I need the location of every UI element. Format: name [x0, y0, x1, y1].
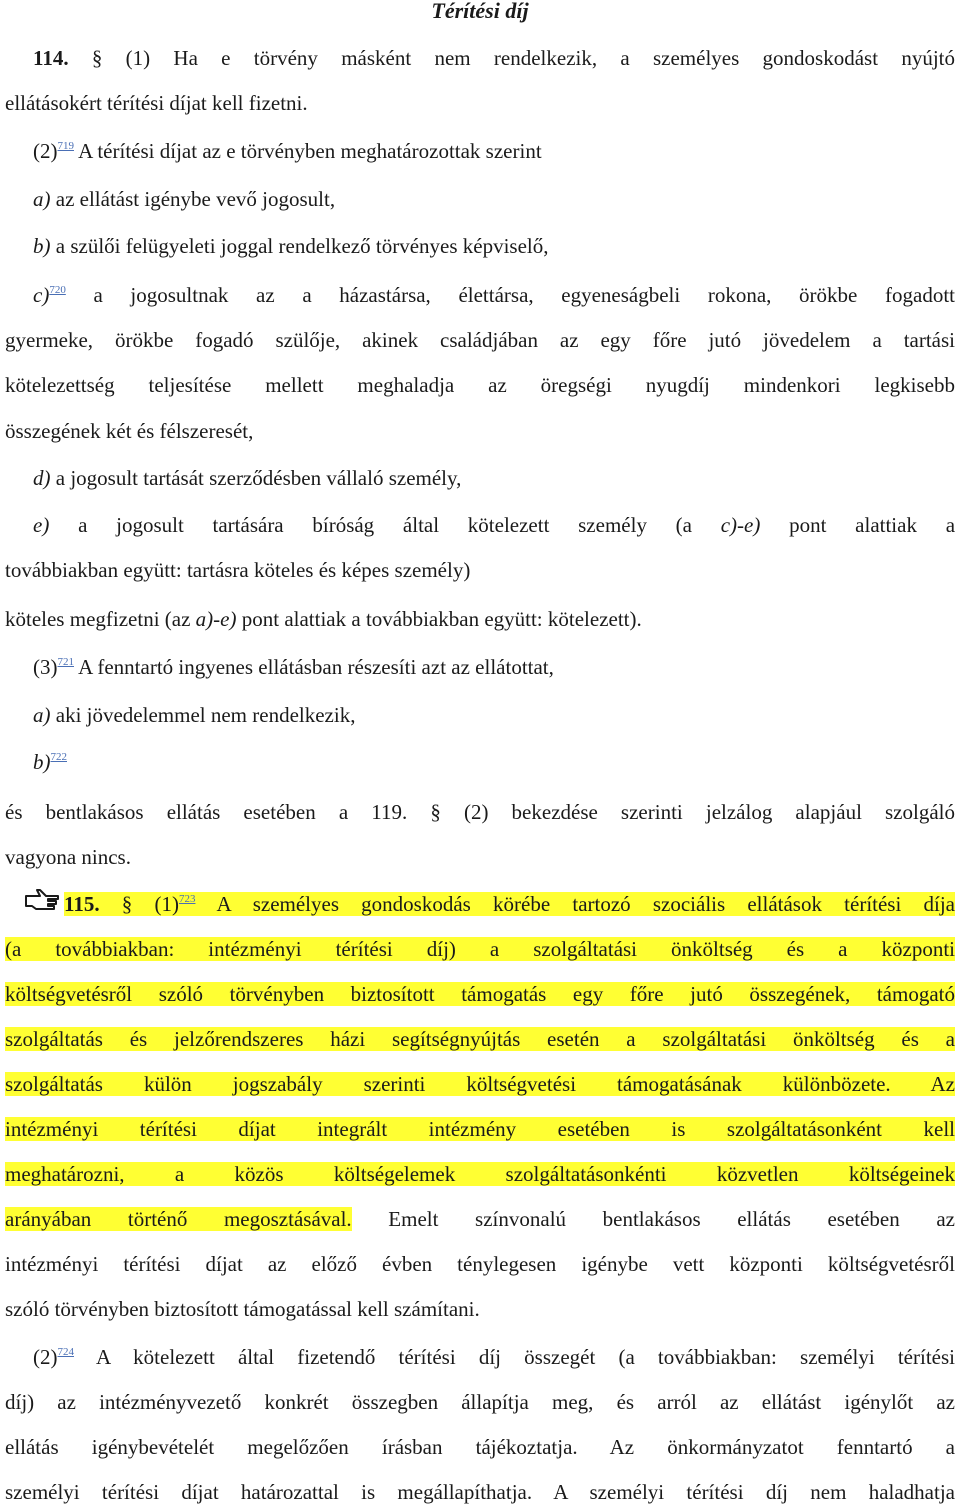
item-label: e): [33, 513, 50, 537]
s115-line-7: [5, 1159, 955, 1189]
s115-line-6: [5, 1114, 955, 1144]
s114-item-b: [33, 231, 955, 261]
text-span: pont alattiak a továbbiakban együtt: kötelezett).: [241, 607, 642, 631]
text-span: a jogosult tartását szerződésben vállaló személy,: [55, 466, 462, 490]
s115-line-3: [5, 979, 955, 1009]
s114-item-d: [33, 463, 955, 493]
footnote-link[interactable]: 720: [49, 284, 66, 296]
paragraph-number: § (1): [121, 892, 179, 916]
footnote-link[interactable]: 723: [178, 893, 196, 905]
cross-reference: a)-e): [195, 607, 237, 631]
s114-item-c-line-3: kötelezettség teljesítése mellett meghaladja az öregségi nyugdíj mindenkori legkisebb: [5, 373, 955, 397]
s114-line-2: ellátásokért térítési díjat kell fizetni.: [5, 91, 308, 115]
section-number: 114.: [33, 46, 69, 70]
text-span: köteles megfizetni (az: [5, 607, 191, 631]
footnote-link[interactable]: 724: [57, 1346, 74, 1358]
item-label: d): [33, 466, 51, 490]
highlighted-text: meghatározni, a közös költségelemek szolgáltatásonkénti közvetlen költségeinek: [5, 1162, 955, 1186]
s114-item-c-line-4: összegének két és félszeresét,: [5, 419, 254, 443]
s114-p3-item-a: [33, 700, 955, 730]
s115-line-2: [5, 934, 955, 964]
s115-line-1: [64, 889, 955, 919]
paragraph-number: (2): [33, 1345, 58, 1369]
text-span: § (1) Ha e törvény másként nem rendelkezik, a személyes gondoskodást nyújtó: [91, 46, 956, 70]
text-span: a jogosult tartására bíróság által kötelezett személy (a: [78, 513, 692, 537]
s114-item-a: [33, 184, 955, 214]
text-span: A térítési díjat az e törvényben meghatározottak szerint: [78, 139, 542, 163]
s115-line-9: intézményi térítési díjat az előző évben ténylegesen igénybe vett központi költségvetésről: [5, 1252, 955, 1276]
pointing-hand-icon: [24, 886, 60, 912]
s114-p3: [33, 652, 955, 682]
s115-p2-line-3: ellátás igénybevételét megelőzően írásban tájékoztatja. Az önkormányzatot fenntartó a: [5, 1435, 955, 1459]
highlighted-text: szolgáltatás külön jogszabály szerinti költségvetési támogatásának különbözete. Az: [5, 1072, 955, 1096]
s115-p2-line-4: személyi térítési díjat határozattal is megállapíthatja. A személyi térítési díj nem haladhatja: [5, 1480, 955, 1504]
paragraph-number: (2): [33, 139, 58, 163]
s114-p2: [33, 136, 955, 166]
s115-p2-line-2: díj) az intézményvezető konkrét összegben állapítja meg, és arról az ellátást igénylőt az: [5, 1390, 955, 1414]
text-span: pont alattiak a: [789, 513, 956, 537]
text-span: a jogosultnak az a házastársa, élettársa, egyeneságbeli rokona, örökbe fogadott: [93, 283, 955, 307]
footnote-link[interactable]: 719: [57, 140, 74, 152]
item-label: a): [33, 703, 51, 727]
s114-line-1: [33, 43, 955, 73]
highlighted-text: szolgáltatás és jelzőrendszeres házi segítségnyújtás esetén a szolgáltatási önköltség és a: [5, 1027, 955, 1051]
highlighted-text: [64, 892, 955, 916]
s114-p3-item-b: [33, 747, 955, 777]
text-span: Emelt színvonalú bentlakásos ellátás esetében az: [388, 1207, 956, 1231]
text-span: az ellátást igénybe vevő jogosult,: [55, 187, 336, 211]
footnote-link[interactable]: 722: [50, 751, 67, 763]
highlighted-text: (a továbbiakban: intézményi térítési díj) a szolgáltatási önköltség és a központi: [5, 937, 955, 961]
paragraph-number: (3): [33, 655, 58, 679]
s115-p2-line-1: [33, 1342, 955, 1372]
section-number: 115.: [64, 892, 100, 916]
s115-line-8: [5, 1204, 955, 1234]
item-label: a): [33, 187, 51, 211]
text-span: A személyes gondoskodás körébe tartozó szociális ellátások térítési díja: [216, 892, 955, 916]
item-label: c): [33, 283, 50, 307]
text-span: A kötelezett által fizetendő térítési díj összegét (a továbbiakban: személyi térítési: [96, 1345, 955, 1369]
s114-item-c-line-2: gyermeke, örökbe fogadó szülője, akinek családjában az egy főre jutó jövedelem a tartási: [5, 328, 955, 352]
s115-line-4: [5, 1024, 955, 1054]
s114-item-e-line-1: [33, 510, 955, 540]
item-label: b): [33, 234, 51, 258]
s114-tail-line-2: vagyona nincs.: [5, 845, 131, 869]
s115-line-5: [5, 1069, 955, 1099]
footnote-link[interactable]: 721: [57, 656, 74, 668]
s114-tail-line-1: és bentlakásos ellátás esetében a 119. § (2) bekezdése szerinti jelzálog alapjául szolgáló: [5, 800, 955, 824]
cross-reference: c)-e): [720, 513, 761, 537]
item-label: b): [33, 750, 51, 774]
text-span: A fenntartó ingyenes ellátásban részesíti azt az ellátottat,: [78, 655, 554, 679]
s114-closing: [5, 604, 955, 634]
highlighted-text: költségvetésről szóló törvényben biztosított támogatás egy főre jutó összegének, támogató: [5, 982, 955, 1006]
highlighted-text: arányában történő megosztásával.: [5, 1207, 352, 1231]
section-heading: Térítési díj: [431, 0, 529, 23]
s115-line-10: szóló törvényben biztosított támogatással kell számítani.: [5, 1297, 480, 1321]
text-span: a szülői felügyeleti joggal rendelkező törvényes képviselő,: [55, 234, 549, 258]
s114-item-c-line-1: [33, 280, 955, 310]
s114-item-e-line-2: továbbiakban együtt: tartásra köteles és képes személy): [5, 558, 471, 582]
text-span: aki jövedelemmel nem rendelkezik,: [55, 703, 356, 727]
highlighted-text: intézményi térítési díjat integrált intézmény esetében is szolgáltatásonként kell: [5, 1117, 955, 1141]
